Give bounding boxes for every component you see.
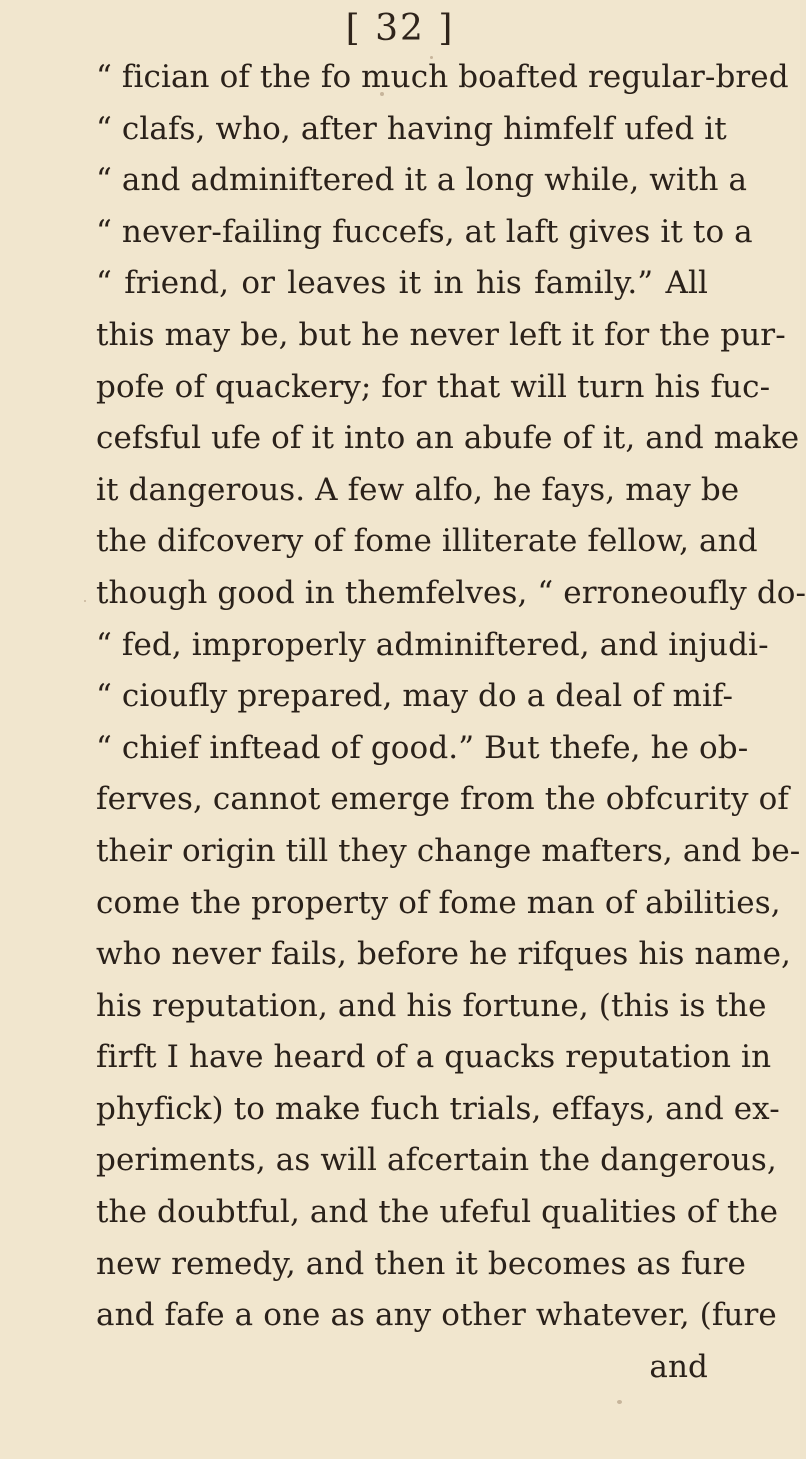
text-line: “ chief inftead of good.” But thefe, he ob- [96,729,749,766]
text-line: “ fician of the fo much boafted regular-bred [96,59,789,95]
text-line: this may be, but he never left it for the pur- [96,316,786,353]
text-line: come the property of fome man of abilities, [96,884,781,921]
page-number: [ 32 ] [345,8,455,49]
text-line: new remedy, and then it becomes as fure [96,1245,746,1282]
text-line: “ and adminiftered it a long while, with a [96,162,748,199]
text-line: phyfick) to make fuch trials, effays, and ex- [96,1090,780,1127]
text-line: periments, as will afcertain the dangerous, [96,1142,777,1179]
text-line: “ friend, or leaves it in his family.” All [96,265,708,302]
paper-speck [84,600,86,602]
text-line: “ fed, improperly adminiftered, and injudi- [96,626,769,663]
text-line: pofe of quackery; for that will turn his fuc- [96,368,771,405]
text-line: though good in themfelves, “ erroneoufly do- [96,574,806,611]
text-line: firft I have heard of a quacks reputation in [96,1039,772,1076]
text-line: the doubtful, and the ufeful qualities of the [96,1194,779,1231]
paper-speck [617,1400,622,1404]
text-line: “ cioufly prepared, may do a deal of mif- [96,678,734,715]
catchword: and [649,1348,708,1385]
text-line: who never fails, before he rifques his name, [96,936,791,973]
paper-speck [380,92,384,96]
text-line: the difcovery of fome illiterate fellow, and [96,523,758,560]
text-line: “ never-failing fuccefs, at laft gives it to a [96,213,753,250]
text-line: it dangerous. A few alfo, he fays, may be [96,471,740,508]
body-text [96,52,806,1393]
text-line: their origin till they change mafters, and be- [96,832,801,869]
text-line: his reputation, and his fortune, (this is the [96,987,767,1024]
text-line: “ clafs, who, after having himfelf ufed it [96,110,727,147]
paper-speck [430,56,433,59]
text-line: and fafe a one as any other whatever, (fure [96,1297,777,1334]
text-line: ferves, cannot emerge from the obfcurity of [96,781,789,818]
text-line: cefsful ufe of it into an abufe of it, and make [96,420,800,457]
